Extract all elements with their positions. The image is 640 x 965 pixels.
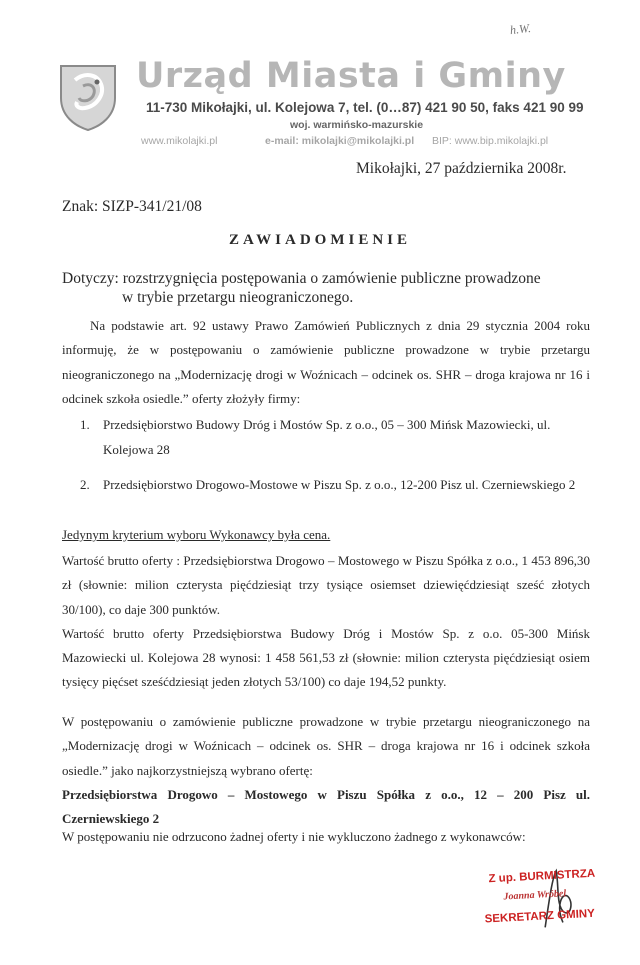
selection-text: W postępowaniu o zamówienie publiczne prowadzone w trybie przetargu nieograniczonego na „Modernizację drogi w Woźnicach – odcinek os. SHR – droga krajowa nr 16 i odcinek szkoła osiedle.” jako najkorzystniejszą wybrano ofertę: bbox=[62, 714, 590, 778]
list-item-number: 2. bbox=[80, 477, 90, 492]
offer-value-2: Wartość brutto oferty Przedsiębiorstwa Budowy Dróg i Mostów Sp. z o.o. 05-300 Mińsk Mazowiecki ul. Kolejowa 28 wynosi: 1 458 561,53 zł (słownie: milion czterysta pięćdziesiąt osiem tysięcy pięćset sześćdziesiąt jeden złotych 53/100) co daje 194,52 punkty. bbox=[62, 625, 590, 690]
intro-text: Na podstawie art. 92 ustawy Prawo Zamówień Publicznych z dnia 29 stycznia 2004 roku informuję, że w postępowaniu o zamówienie publiczne prowadzone w trybie przetargu nieograniczonego na „Modernizację drogi w Woźnicach – odcinek os. SHR – droga krajowa nr 16 i odcinek szkoła osiedle.” oferty złożyły firmy: bbox=[62, 318, 590, 406]
selection-paragraph bbox=[62, 710, 590, 831]
official-stamp bbox=[480, 861, 624, 948]
paragraph-intro bbox=[62, 314, 590, 411]
offer-values bbox=[62, 549, 590, 695]
final-note: W postępowaniu nie odrzucono żadnej oferty i nie wykluczono żadnego z wykonawców: bbox=[62, 829, 526, 844]
document-title: ZAWIADOMIENIE bbox=[228, 232, 412, 248]
list-item bbox=[75, 472, 590, 497]
winning-bidder: Przedsiębiorstwa Drogowo – Mostowego w Piszu Spółka z o.o., 12 – 200 Pisz ul. Czerniewskiego 2 bbox=[62, 786, 590, 827]
stamp-line-1: Z up. BURMISTRZA bbox=[488, 867, 596, 886]
office-address: 11-730 Mikołajki, ul. Kolejowa 7, tel. (0…87) 421 90 50, faks 421 90 99 bbox=[146, 100, 584, 115]
email-link[interactable]: e-mail: mikolajki@mikolajki.pl bbox=[265, 135, 415, 147]
stamp-line-3: SEKRETARZ GMINY bbox=[484, 907, 596, 926]
selection-criterion: Jedynym kryterium wyboru Wykonawcy była cena. bbox=[62, 527, 331, 542]
list-item-number: 1. bbox=[80, 417, 90, 432]
place-date: Mikołajki, 27 października 2008r. bbox=[356, 160, 567, 177]
website-link[interactable]: www.mikolajki.pl bbox=[141, 135, 218, 147]
subject-line-1: Dotyczy: rozstrzygnięcia postępowania o zamówienie publiczne prowadzone bbox=[62, 270, 541, 287]
list-item-text: Przedsiębiorstwo Budowy Dróg i Mostów Sp. z o.o., 05 – 300 Mińsk Mazowiecki, ul. Kolejowa 28 bbox=[103, 417, 551, 457]
office-name: Urząd Miasta i Gminy bbox=[136, 56, 566, 96]
offer-value-1: Wartość brutto oferty : Przedsiębiorstwa Drogowo – Mostowego w Piszu Spółka z o.o., 1 453 896,30 zł (słownie: milion czterysta pięćdziesiąt trzy tysiące osiemset dziewięćdziesiąt sześć złotych 30/100), co daje 300 punktów. bbox=[62, 553, 590, 617]
list-item bbox=[75, 412, 590, 462]
handwritten-initials: h.W. bbox=[509, 20, 532, 38]
subject bbox=[62, 269, 602, 307]
reference-number: Znak: SIZP-341/21/08 bbox=[62, 198, 202, 215]
subject-line-2: w trybie przetargu nieograniczonego. bbox=[122, 289, 354, 306]
office-region: woj. warmińsko-mazurskie bbox=[290, 119, 424, 131]
coat-of-arms-logo bbox=[57, 62, 119, 132]
stamp-name: Joanna Wróbel bbox=[503, 888, 567, 903]
firms-list bbox=[75, 412, 590, 507]
list-item-text: Przedsiębiorstwo Drogowo-Mostowe w Piszu Sp. z o.o., 12-200 Pisz ul. Czerniewskiego 2 bbox=[103, 477, 576, 492]
bip-link[interactable]: BIP: www.bip.mikolajki.pl bbox=[432, 135, 549, 147]
